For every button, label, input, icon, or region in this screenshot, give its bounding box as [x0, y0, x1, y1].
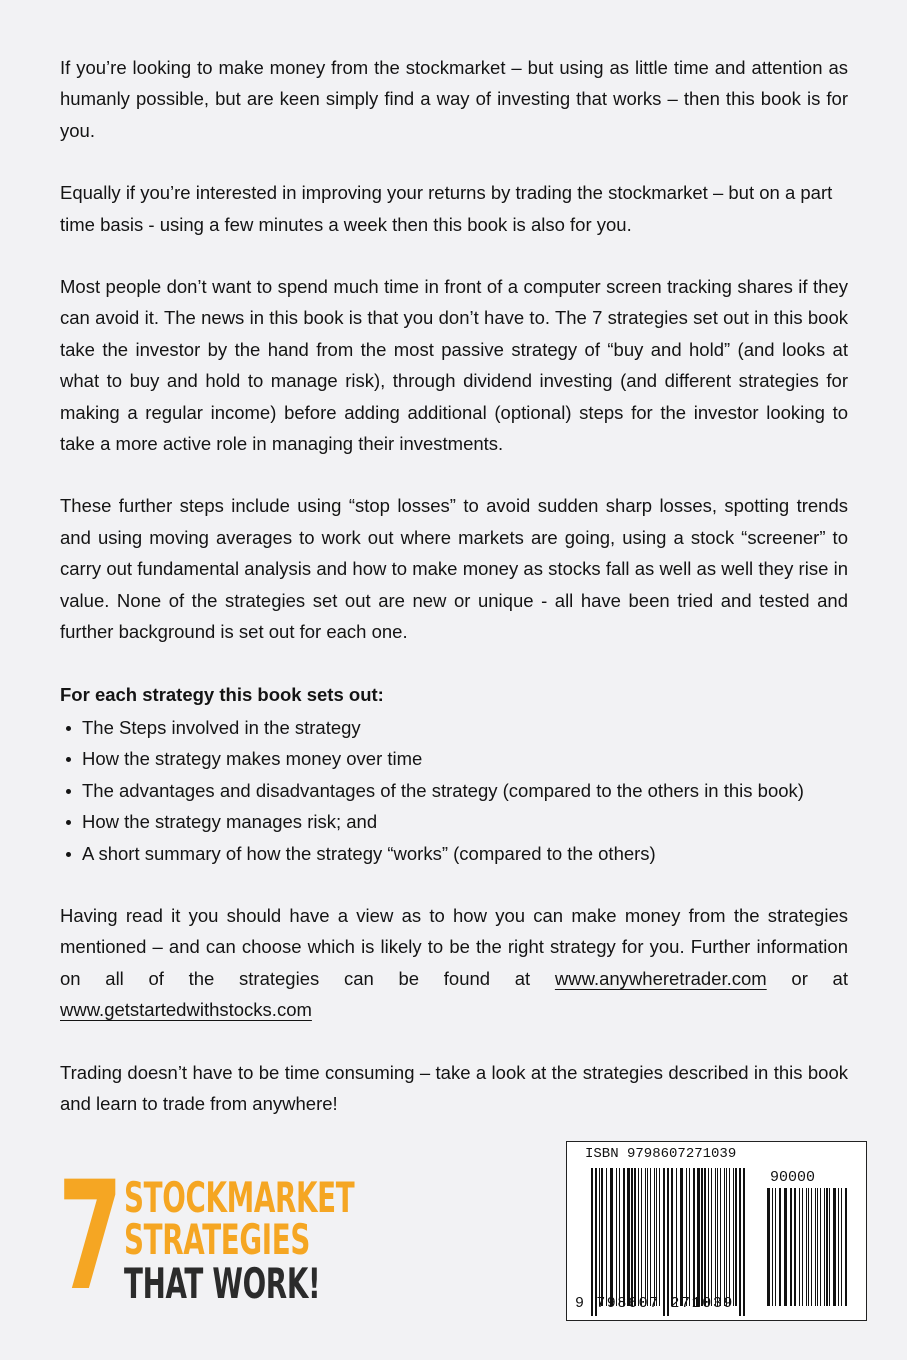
barcode-bar	[680, 1168, 683, 1306]
barcode-bar	[815, 1188, 816, 1306]
barcode-bar	[616, 1168, 617, 1306]
list-item: How the strategy manages risk; and	[60, 806, 848, 837]
getstartedwithstocks-link[interactable]: www.getstartedwithstocks.com	[60, 999, 312, 1021]
strategies-paragraph: Most people don’t want to spend much time in front of a computer screen tracking shares if they can avoid it. The news in this book is that you don’t have to. The 7 strategies set out in this book take the investor by the hand from the most passive strategy of “buy and hold” (and looks at what to buy and hold to manage risk), through dividend investing (and different strategies for making a regular income) before adding additional (optional) steps for the investor looking to take a more active role in managing their investments.	[60, 276, 848, 455]
list-item: The Steps involved in the strategy	[60, 712, 848, 743]
barcode-bar	[634, 1168, 636, 1306]
barcode-bar	[659, 1168, 660, 1306]
barcode-bar	[739, 1168, 741, 1316]
barcode-bar	[733, 1168, 734, 1306]
barcode-bar	[623, 1168, 625, 1306]
part-time-paragraph: Equally if you’re interested in improving your returns by trading the stockmarket – but on a part time basis - using a few minutes a week then this book is also for you.	[60, 182, 833, 235]
barcode-bar	[724, 1168, 725, 1306]
further-info-paragraph	[60, 900, 848, 1026]
title-number: 7	[58, 1150, 121, 1324]
barcode-bar	[676, 1168, 677, 1306]
barcode-bar	[599, 1168, 600, 1306]
barcode-bar	[654, 1168, 655, 1306]
strategy-list	[60, 712, 848, 869]
further-steps-paragraph: These further steps include using “stop losses” to avoid sudden sharp losses, spotting trends and using moving averages to work out where markets are going, using a stock “screener” to carry out fundamental analysis and how to make money as stocks fall as well as well they rise in value. None of the strategies set out are new or unique - all have been tried and tested and further background is set out for each one.	[60, 495, 848, 643]
barcode-bar	[708, 1168, 709, 1306]
barcode-bar	[711, 1168, 712, 1306]
barcode-bar	[767, 1188, 770, 1306]
barcode-bar	[845, 1188, 847, 1306]
isbn-barcode	[566, 1141, 867, 1321]
barcode-bar	[641, 1168, 642, 1306]
strategy-list-heading: For each strategy this book sets out:	[60, 683, 384, 705]
barcode-bar	[656, 1168, 657, 1306]
barcode-bar	[794, 1188, 796, 1306]
barcode-bar	[799, 1188, 800, 1306]
further-info-connector: or at	[766, 967, 848, 989]
barcode-bar	[735, 1168, 737, 1306]
intro-paragraph: If you’re looking to make money from the stockmarket – but using as little time and attention as humanly possible, but are keen simply find a way of investing that works – then this book is for you.	[60, 57, 848, 141]
barcode-bar	[833, 1188, 836, 1306]
barcode-bar	[601, 1168, 603, 1306]
barcode-bar	[591, 1168, 593, 1316]
barcode-bar	[811, 1188, 812, 1306]
barcode-bar	[671, 1168, 673, 1306]
barcode-bar	[638, 1168, 639, 1306]
barcode-bar	[820, 1188, 821, 1306]
barcode-bar	[715, 1168, 716, 1306]
barcode-bar	[693, 1168, 695, 1306]
list-item: A short summary of how the strategy “works” (compared to the others)	[60, 838, 848, 869]
title-line-2: STRATEGIES	[124, 1215, 311, 1264]
barcode-bar	[817, 1188, 818, 1306]
barcode-bar	[808, 1188, 809, 1306]
barcode-bar	[806, 1188, 807, 1306]
barcode-bar	[775, 1188, 776, 1306]
barcode-bar	[610, 1168, 613, 1306]
barcode-bar	[606, 1168, 607, 1306]
barcode-bar	[619, 1168, 620, 1306]
barcode-number: 9 798607 271039	[575, 1295, 735, 1312]
barcode-bar	[645, 1168, 646, 1306]
barcode-bar	[686, 1168, 687, 1306]
barcode-bar	[829, 1188, 830, 1306]
barcode-bar	[631, 1168, 633, 1306]
isbn-label: ISBN 9798607271039	[585, 1146, 737, 1162]
barcode-bar	[841, 1188, 842, 1306]
book-title-logo	[58, 1150, 358, 1324]
title-line-1: STOCKMARKET	[124, 1173, 355, 1222]
barcode-bar	[784, 1188, 787, 1306]
barcode-bar	[663, 1168, 665, 1316]
list-item: The advantages and disadvantages of the strategy (compared to the others in this book)	[60, 775, 848, 806]
barcode-bar	[802, 1188, 803, 1306]
title-line-3: THAT WORK!	[124, 1259, 321, 1308]
barcode-bar	[647, 1168, 648, 1306]
barcode-bar	[595, 1168, 597, 1316]
barcode-bar	[790, 1188, 792, 1306]
further-info-text: Having read it you should have a view as to how you can make money from the strategies mentioned – and can choose which is likely to be the right strategy for you. Further information on all of the strategies can be found at	[60, 904, 848, 989]
barcode-bar	[689, 1168, 690, 1306]
barcode-bar	[729, 1168, 730, 1306]
closing-paragraph: Trading doesn’t have to be time consuming – take a look at the strategies described in this book and learn to trade from anywhere!	[60, 1061, 848, 1114]
barcode-bar	[667, 1168, 669, 1316]
addon-number: 90000	[770, 1169, 816, 1186]
barcode-bar	[826, 1188, 828, 1306]
barcode-bar	[697, 1168, 700, 1306]
barcode-bar	[726, 1168, 727, 1306]
anywheretrader-link[interactable]: www.anywheretrader.com	[554, 967, 767, 989]
barcode-bar	[838, 1188, 839, 1306]
barcode-bar	[717, 1168, 718, 1306]
barcode-bar	[704, 1168, 706, 1306]
back-cover-text	[60, 52, 848, 1150]
barcode-bar	[720, 1168, 721, 1306]
barcode-bar	[779, 1188, 781, 1306]
barcode-bar	[743, 1168, 745, 1316]
barcode-bar	[650, 1168, 651, 1306]
barcode-bar	[627, 1168, 630, 1306]
barcode-bars	[567, 1142, 866, 1320]
barcode-bar	[701, 1168, 703, 1306]
list-item: How the strategy makes money over time	[60, 743, 848, 774]
barcode-bar	[824, 1188, 825, 1306]
barcode-bar	[772, 1188, 773, 1306]
